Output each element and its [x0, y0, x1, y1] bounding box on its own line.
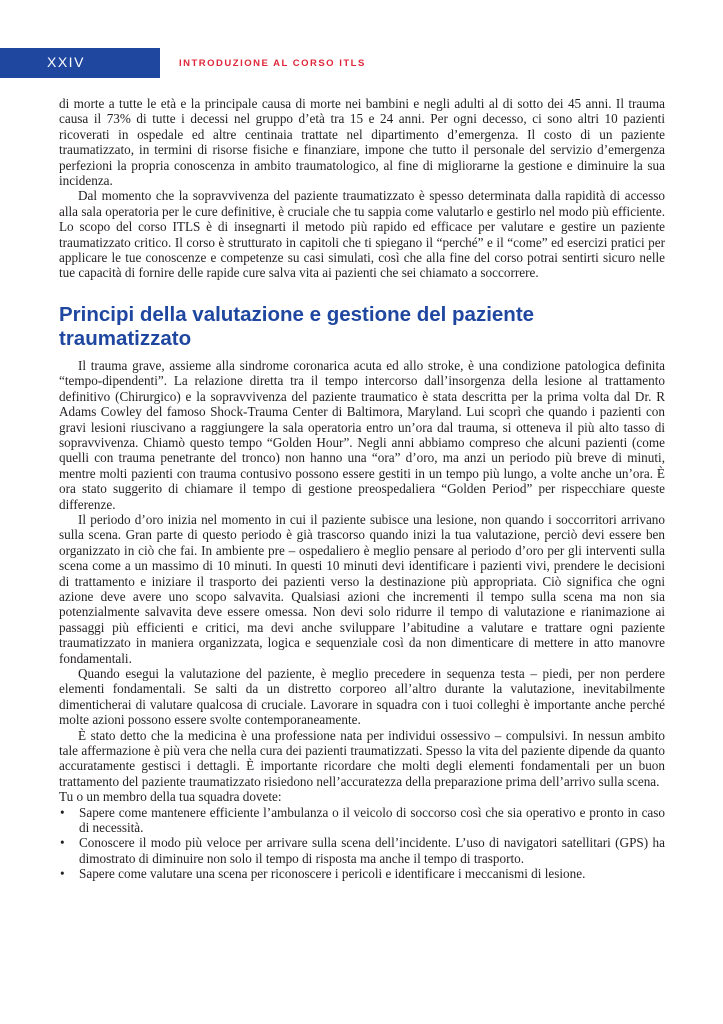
bullet-icon: • [60, 835, 65, 851]
body-paragraph: Dal momento che la sopravvivenza del paziente traumatizzato è spesso determinata dalla rapidità di accesso alla sala operatoria per le cure definitive, è cruciale che tu sappia come valutarlo e gestirlo nel modo più efficiente. Lo scopo del corso ITLS è di insegnarti il metodo più rapido ed efficace per valutare e gestire un paziente traumatizzato critico. Il corso è strutturato in capitoli che ti spiegano il “perché” e il “come” ed esercizi pratici per applicare le tue conoscenze e competenze su casi simulati, così che alla fine del corso potrai sentirti sicuro nelle tue capacità di fornire delle rapide cure salva vita ai pazienti che sei chiamato a soccorrere. [59, 188, 665, 281]
section-heading: Principi della valutazione e gestione del paziente traumatizzato [59, 302, 535, 350]
body-paragraph: Il trauma grave, assieme alla sindrome coronarica acuta ed allo stroke, è una condizione patologica definita “tempo-dipendenti”. La relazione diretta tra il tempo intercorso dall’insorgenza della lesione al trattamento definitivo (Chirurgico) e la sopravvivenza del paziente traumatico è stata descritta per la prima volta dal Dr. R Adams Cowley del famoso Shock-Trauma Center di Baltimora, Maryland. Lui scoprì che quando i pazienti con gravi lesioni riuscivano a raggiungere la sala operatoria entro un’ora dal trauma, si otteneva il più alto tasso di sopravvivenza. Chiamò questo tempo “Golden Hour”. Negli anni abbiamo compreso che alcuni pazienti (come quelli con trauma penetrante del tronco) non hanno una “ora” d’oro, ma anzi un periodo più breve di minuti, mentre molti pazienti con trauma contusivo possono essere gestiti in un tempo più lungo, a volte anche un’ora. È ora stato suggerito di chiamare il tempo di gestione preospedaliera “Golden Period” per rispecchiare queste differenze. [59, 357, 665, 512]
body-paragraph: di morte a tutte le età e la principale causa di morte nei bambini e negli adulti al di sotto dei 45 anni. Il trauma causa il 73% di tutte i decessi nel gruppo d’età tra 15 e 24 anni. Per ogni decesso, ci sono altri 10 pazienti ricoverati in ospedale ed altre centinaia trattate nel dipartimento d’emergenza. Il costo di un paziente traumatizzato, in termini di risorse fisiche e finanziare, impone che tutto il personale del servizio d’emergenza perfezioni la propria conoscenza in ambito traumatologico, al fine di migliorarne la gestione e diminuire la sua incidenza. [59, 96, 665, 189]
list-intro: Tu o un membro della tua squadra dovete: [59, 789, 282, 805]
list-item-text: Sapere come valutare una scena per riconoscere i pericoli e identificare i meccanismi di lesione. [79, 866, 586, 882]
list-item-text: Sapere come mantenere efficiente l’ambulanza o il veicolo di soccorso così che sia operativo e pronto in caso di necessità. [79, 804, 665, 836]
body-paragraph: Quando esegui la valutazione del paziente, è meglio precedere in sequenza testa – piedi, per non perdere elementi fondamentali. Se salti da un distretto corporeo all’altro durante la valutazione, inevitabilmente dimenticherai di valutare qualcosa di cruciale. Lavorare in squadra con i tuoi colleghi è importante anche perché molte azioni possono essere svolte contemporaneamente. [59, 666, 665, 728]
list-item [59, 805, 665, 836]
list-item [59, 866, 665, 881]
page-body [59, 96, 665, 882]
body-paragraph: Il periodo d’oro inizia nel momento in cui il paziente subisce una lesione, non quando i soccorritori arrivano sulla scena. Gran parte di questo periodo è già trascorso quando inizi la tua valutazione, perciò devi essere ben organizzato in ciò che fai. In ambiente pre – ospedaliero è meglio pensare al periodo d’oro per gli interventi sulla scena come a un massimo di 10 minuti. In questi 10 minuti devi identificare i pazienti vivi, prendere le decisioni di trattamento e iniziare il trasporto dei pazienti verso la destinazione più appropriata. Ciò significa che ogni azione deve avere uno scopo salvavita. Qualsiasi azioni che incrementi il tempo sulla scena ma non sia potenzialmente salvavita deve essere omessa. Non devi solo ridurre il tempo di valutazione e rianimazione ai passaggi più efficienti e critici, ma devi anche sviluppare l’abitudine a valutare e trattare ogni paziente traumatizzato in maniera organizzata, logica e sequenziale così da non dimenticare di mettere in atto manovre fondamentali. [59, 511, 665, 666]
list-item [59, 835, 665, 866]
bullet-list [59, 805, 665, 882]
list-item-text: Conoscere il modo più veloce per arrivare sulla scena dell’incidente. L’uso di navigatori satellitari (GPS) ha dimostrato di diminuire non solo il tempo di risposta ma anche il tempo di trasporto. [79, 835, 665, 866]
running-title: INTRODUZIONE AL CORSO ITLS [179, 58, 366, 69]
page-number: XXIV [47, 54, 85, 70]
bullet-icon: • [60, 866, 65, 882]
bullet-icon: • [60, 804, 65, 820]
body-paragraph: È stato detto che la medicina è una professione nata per individui ossessivo – compulsivi. In nessun ambito tale affermazione è più vera che nella cura dei pazienti traumatizzati. Spesso la vita del paziente dipende da quanto accuratamente gestisci i dettagli. È importante ricordare che molti degli elementi fondamentali per un buon trattamento del paziente traumatizzato risiedono nell’accuratezza della preparazione prima dell’arrivo sulla scena. [59, 727, 665, 789]
